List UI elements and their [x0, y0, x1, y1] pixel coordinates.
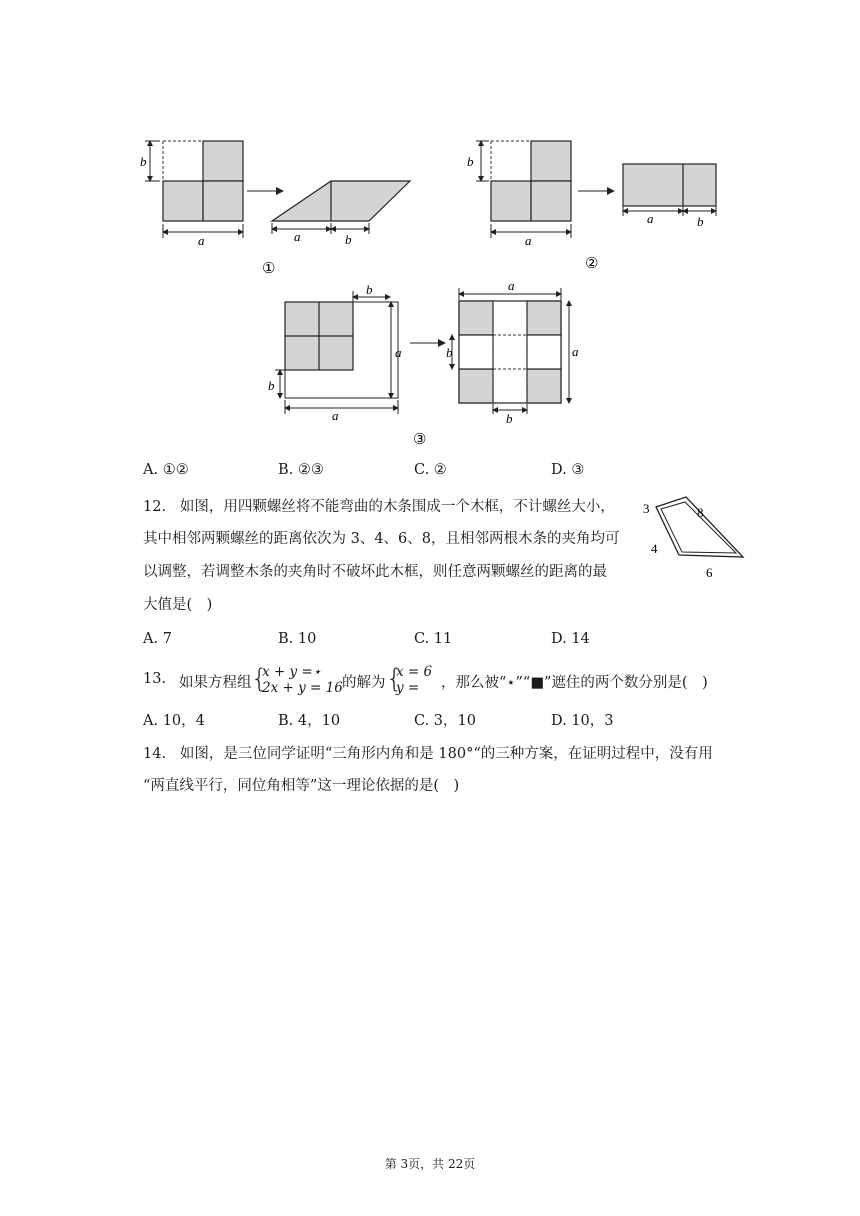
q12-frame-figure: [640, 493, 755, 583]
q11-option-b: B. ②③: [278, 462, 324, 478]
svg-text:a: a: [572, 344, 579, 359]
q12-option-a: A. 7: [143, 631, 172, 647]
q13-option-d: D. 10，3: [551, 713, 614, 729]
q12-line-1: 12. 如图，用四颗螺丝将不能弯曲的木条围成一个木框，不计螺丝大小，: [143, 499, 615, 515]
q14-line-2: “两直线平行，同位角相等”这一理论依据的是( ): [143, 778, 460, 794]
caption-1: ①: [262, 261, 276, 277]
q13-eq2: 2x + y = 16: [262, 680, 343, 696]
caption-2: ②: [585, 256, 599, 272]
svg-text:a: a: [508, 278, 515, 293]
diagram-1-lshape: [163, 141, 243, 221]
q13-sol2: y =: [396, 680, 420, 696]
label-b: b: [140, 154, 147, 169]
figure-area-diagrams: [0, 120, 860, 460]
q12-line-4: 大值是( ): [143, 597, 213, 613]
svg-text:a: a: [525, 233, 532, 248]
svg-text:b: b: [345, 232, 352, 247]
q13-sol1: x = 6: [396, 664, 433, 680]
q12-option-c: C. 11: [414, 631, 453, 647]
q12-line-2: 其中相邻两颗螺丝的距离依次为 3、4、6、8，且相邻两根木条的夹角均可: [143, 531, 620, 547]
svg-text:4: 4: [651, 541, 658, 556]
q13-eq1: x + y =⋆: [262, 664, 322, 680]
q12-option-b: B. 10: [278, 631, 317, 647]
q11-option-c: C. ②: [414, 462, 447, 478]
caption-3: ③: [413, 432, 427, 448]
page-footer: 第 3页，共 22页: [384, 1157, 476, 1171]
svg-text:a: a: [198, 233, 205, 248]
q11-option-d: D. ③: [551, 462, 585, 478]
diagram-2-lshape: [491, 141, 571, 221]
svg-text:b: b: [467, 154, 474, 169]
q13-option-b: B. 4，10: [278, 713, 341, 729]
svg-text:6: 6: [706, 565, 713, 580]
q14-line-1: 14. 如图，是三位同学证明“三角形内角和是 180°“的三种方案，在证明过程中，没有用: [143, 746, 713, 762]
q13-option-c: C. 3，10: [414, 713, 476, 729]
q14-number: 14.: [143, 746, 167, 762]
svg-text:b: b: [506, 411, 513, 426]
svg-text:8: 8: [697, 505, 704, 520]
svg-text:a: a: [395, 345, 402, 360]
brace-left-2: {: [386, 664, 403, 694]
q11-option-a: A. ①②: [143, 462, 189, 478]
q12-line-3: 以调整，若调整木条的夹角时不破坏此木框，则任意两颗螺丝的距离的最: [143, 564, 607, 580]
svg-text:b: b: [366, 282, 373, 297]
q13-option-a: A. 10，4: [143, 713, 205, 729]
q13-number: 13.: [143, 671, 167, 687]
svg-text:b: b: [268, 378, 275, 393]
brace-left: {: [251, 664, 268, 694]
svg-text:b: b: [697, 214, 704, 229]
svg-text:3: 3: [643, 501, 650, 516]
q12-option-d: D. 14: [551, 631, 590, 647]
diagram-1-parallelogram: [272, 181, 410, 221]
svg-text:a: a: [647, 211, 654, 226]
q12-number: 12.: [143, 499, 167, 515]
svg-text:a: a: [294, 229, 301, 244]
svg-text:b: b: [446, 345, 453, 360]
diagram-2-rectangle: [623, 164, 716, 206]
diagram-3-frame: [459, 301, 561, 403]
svg-text:a: a: [332, 408, 339, 423]
